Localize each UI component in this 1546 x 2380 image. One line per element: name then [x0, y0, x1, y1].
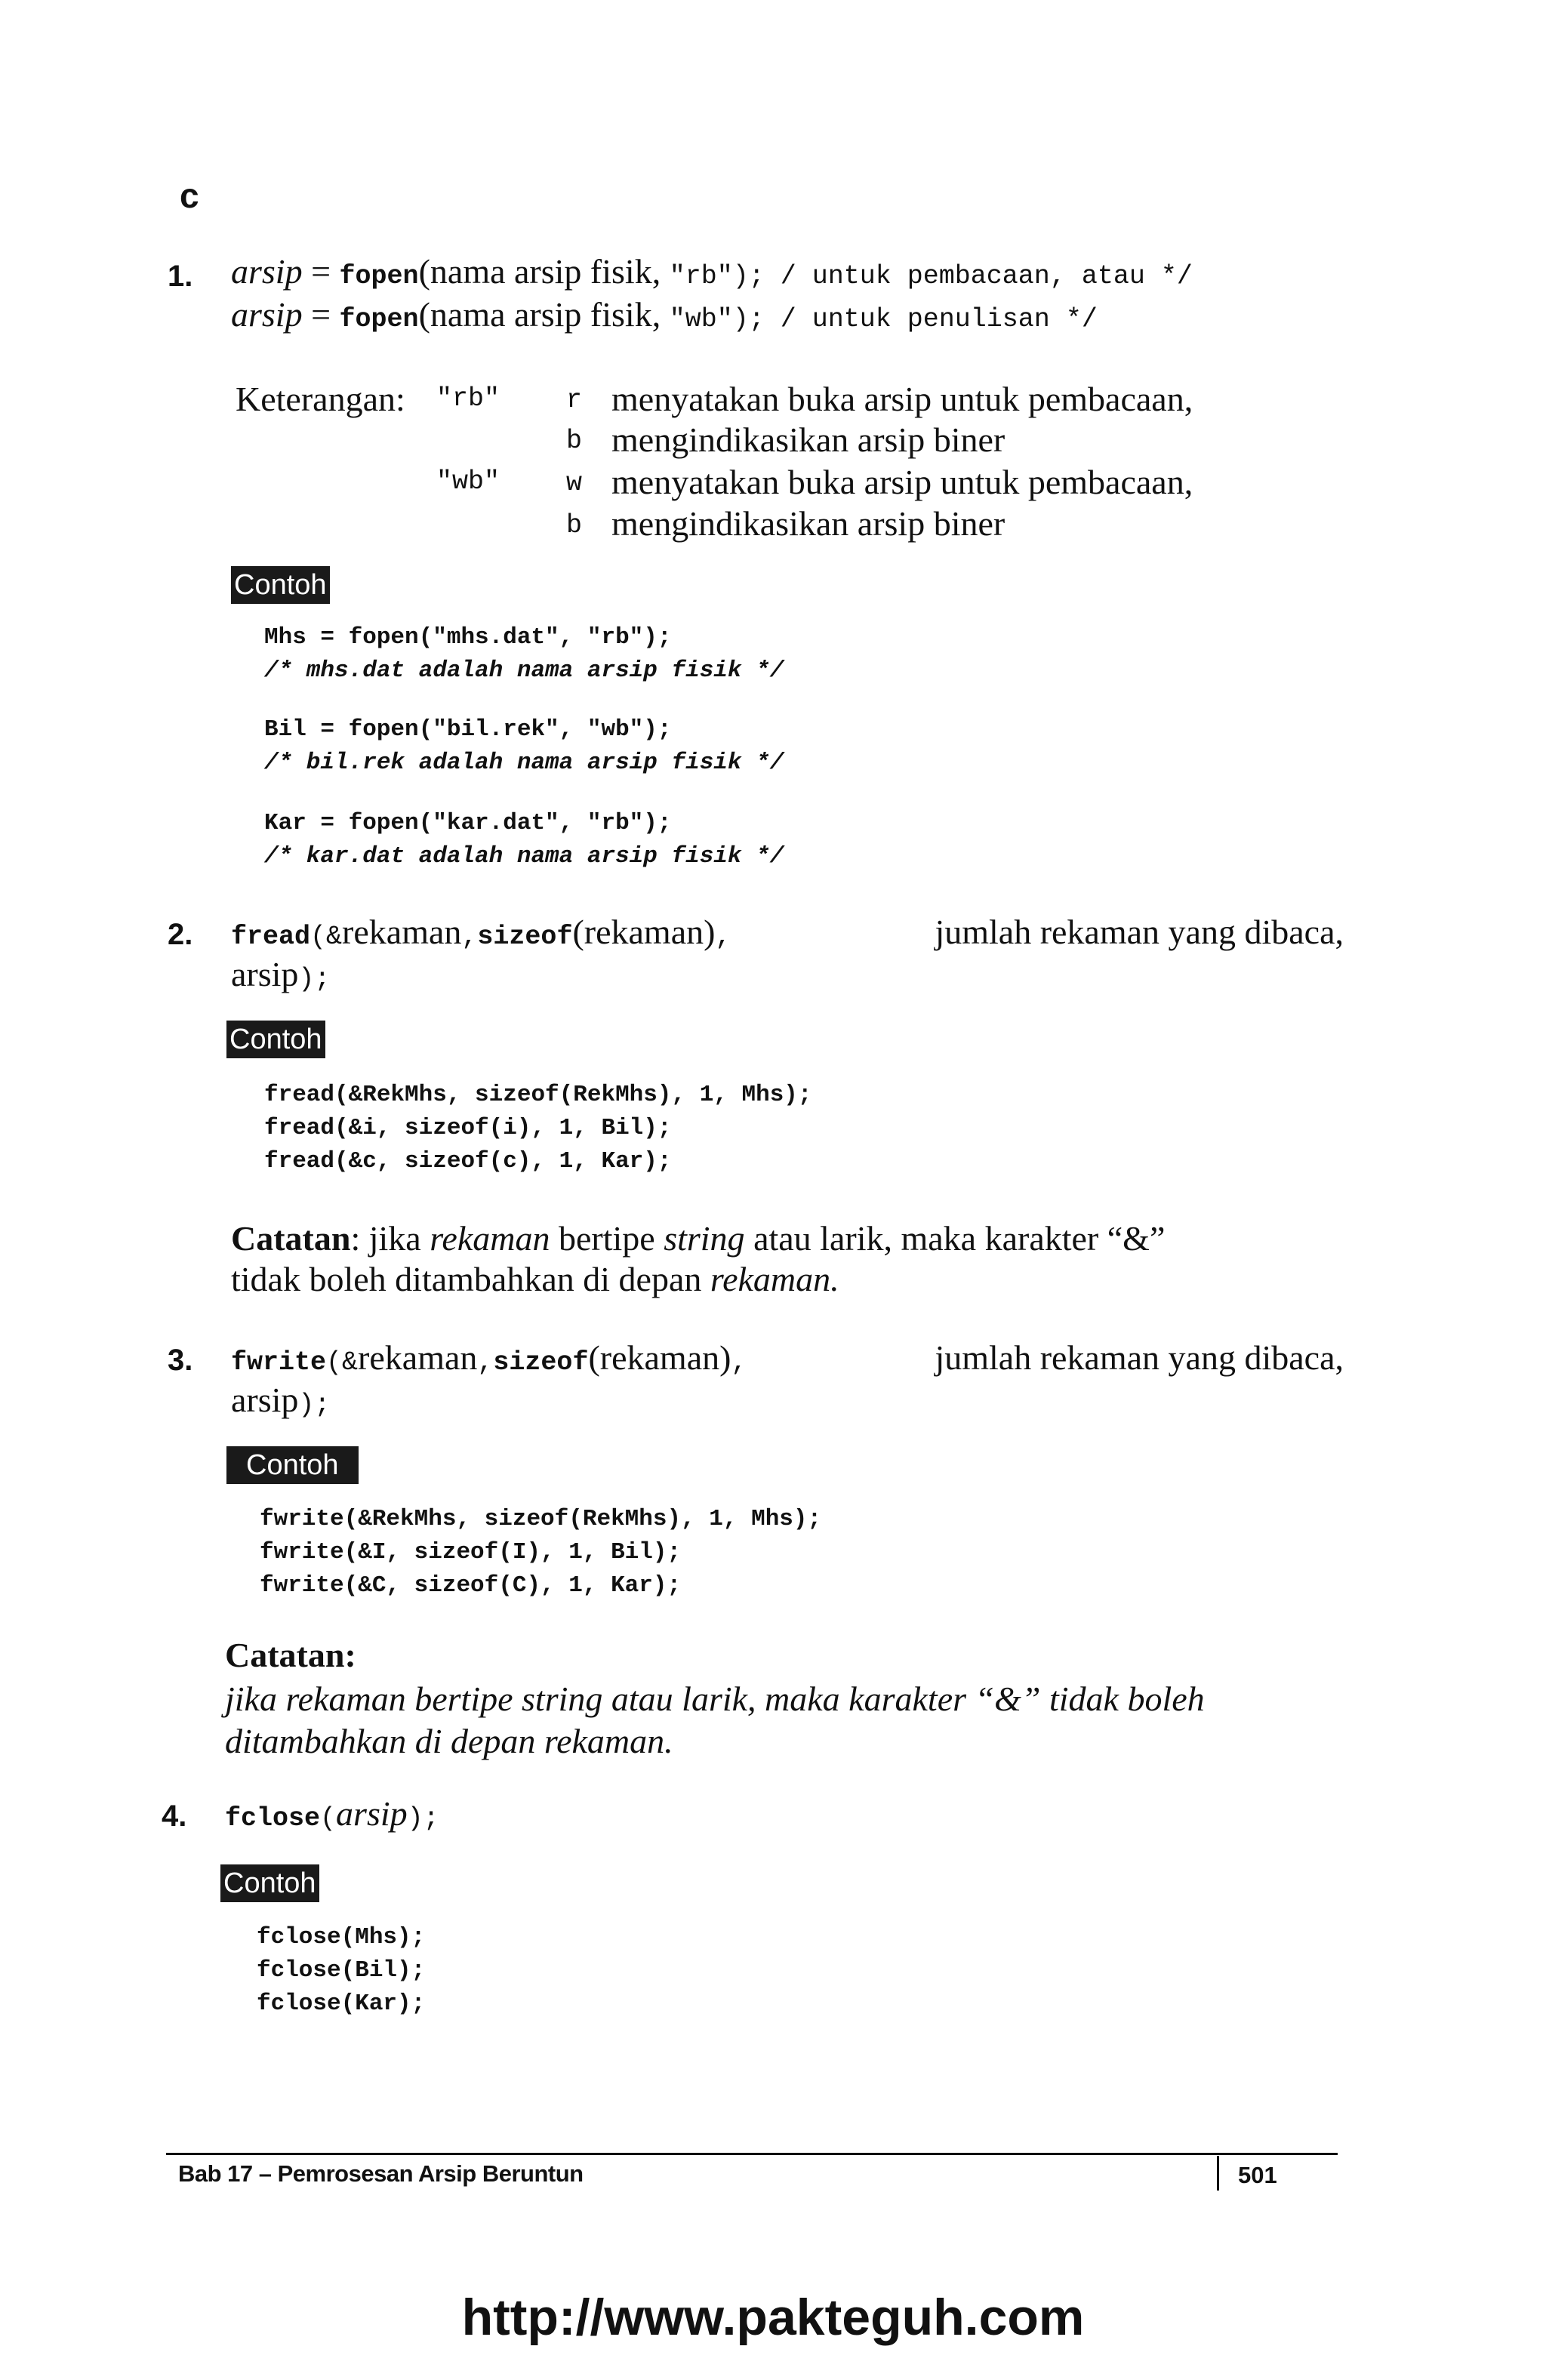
- code-line: Mhs = fopen("mhs.dat", "rb");: [264, 624, 672, 651]
- item-number: 2.: [168, 918, 193, 951]
- mode-letter: w: [566, 468, 583, 498]
- code-line: fwrite(&I, sizeof(I), 1, Bil);: [260, 1539, 682, 1566]
- footer-chapter: Bab 17 – Pemrosesan Arsip Beruntun: [178, 2160, 584, 2187]
- fopen-read-line: arsip = fopen(nama arsip fisik, "rb"); / untuk pembacaan, atau */: [231, 252, 1193, 291]
- contoh-label: Contoh: [220, 1864, 319, 1902]
- page-number: 501: [1238, 2162, 1277, 2188]
- mode-desc: mengindikasikan arsip biner: [611, 504, 1006, 543]
- section-letter: c: [180, 176, 199, 215]
- mode-desc: mengindikasikan arsip biner: [611, 420, 1006, 459]
- mode-letter: b: [566, 426, 583, 456]
- code-line: fread(&c, sizeof(c), 1, Kar);: [264, 1148, 672, 1175]
- catatan-note: Catatan: jika rekaman bertipe string atau larik, maka karakter “&”: [231, 1219, 1166, 1258]
- code-line: fclose(Mhs);: [257, 1924, 426, 1950]
- code-line: Kar = fopen("kar.dat", "rb");: [264, 810, 672, 836]
- fopen-write-line: arsip = fopen(nama arsip fisik, "wb"); / untuk penulisan */: [231, 295, 1098, 334]
- catatan-text: jika rekaman bertipe string atau larik, maka karakter “&” tidak boleh: [225, 1680, 1205, 1718]
- code-line: fwrite(&C, sizeof(C), 1, Kar);: [260, 1572, 682, 1599]
- fwrite-signature-line2: arsip);: [231, 1381, 331, 1420]
- mode-wb: "wb": [436, 466, 500, 497]
- catatan-note-line2: tidak boleh ditambahkan di depan rekaman.: [231, 1260, 839, 1298]
- contoh-label: Contoh: [231, 566, 330, 604]
- var-arsip: arsip: [231, 252, 303, 291]
- fread-signature-line: fread(&rekaman,sizeof(rekaman), jumlah rekaman yang dibaca,: [231, 913, 1344, 952]
- catatan-text: ditambahkan di depan rekaman.: [225, 1722, 673, 1760]
- catatan-label: Catatan:: [225, 1636, 356, 1674]
- fclose-signature-line: fclose(arsip);: [225, 1794, 439, 1833]
- code-comment: /* kar.dat adalah nama arsip fisik */: [264, 843, 784, 870]
- watermark-url: http://www.pakteguh.com: [461, 2289, 1085, 2346]
- footer-divider: [1217, 2156, 1219, 2191]
- mode-desc: menyatakan buka arsip untuk pembacaan,: [611, 380, 1193, 418]
- keterangan-label: Keterangan:: [236, 380, 405, 418]
- code-line: fread(&RekMhs, sizeof(RekMhs), 1, Mhs);: [264, 1082, 812, 1108]
- footer-rule: [166, 2153, 1338, 2155]
- code-line: fclose(Kar);: [257, 1991, 426, 2017]
- code-comment: /* bil.rek adalah nama arsip fisik */: [264, 750, 784, 776]
- code-comment: /* mhs.dat adalah nama arsip fisik */: [264, 657, 784, 684]
- mode-letter: r: [566, 385, 583, 415]
- contoh-label: Contoh: [226, 1021, 325, 1058]
- mode-letter: b: [566, 510, 583, 540]
- item-number: 3.: [168, 1344, 193, 1377]
- item-number: 1.: [168, 260, 193, 293]
- code-line: fread(&i, sizeof(i), 1, Bil);: [264, 1115, 672, 1141]
- mode-rb: "rb": [436, 383, 500, 414]
- fwrite-signature-line: fwrite(&rekaman,sizeof(rekaman), jumlah rekaman yang dibaca,: [231, 1338, 1344, 1378]
- code-line: Bil = fopen("bil.rek", "wb");: [264, 716, 672, 743]
- contoh-label: Contoh: [226, 1446, 359, 1484]
- code-line: fwrite(&RekMhs, sizeof(RekMhs), 1, Mhs);: [260, 1506, 822, 1532]
- code-line: fclose(Bil);: [257, 1957, 426, 1984]
- item-number: 4.: [162, 1800, 187, 1833]
- fread-signature-line2: arsip);: [231, 955, 331, 994]
- mode-desc: menyatakan buka arsip untuk pembacaan,: [611, 463, 1193, 501]
